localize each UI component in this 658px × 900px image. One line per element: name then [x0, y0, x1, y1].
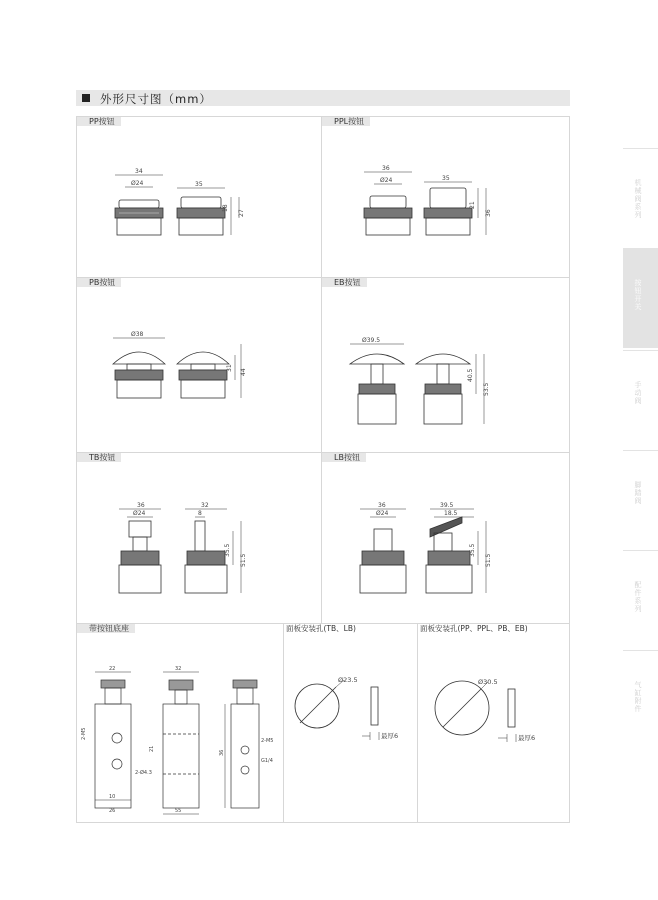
dim-tb-width: 36 [137, 502, 145, 509]
dim-tb-lever: 8 [198, 510, 202, 517]
dim-ppl-width-side: 35 [442, 175, 450, 182]
pb-button-drawing [77, 278, 323, 454]
dim-base-width-mid: 32 [175, 666, 182, 672]
side-tab-label: 按钮开关 [634, 279, 642, 311]
dim-base-bottom-a: 10 [109, 794, 116, 800]
dim-pp-height: 27 [238, 209, 245, 217]
dim-base-width-top: 22 [109, 666, 116, 672]
dim-base-holes: 2-Ø4.3 [135, 770, 152, 776]
panel-ppl [321, 116, 570, 278]
panel-lb [321, 452, 570, 624]
dim-base-thread: 2-M5 [81, 727, 87, 740]
panel-label: 面板安装孔(TB、LB) [286, 624, 356, 633]
dim-tb-height-short: 35.5 [224, 543, 231, 557]
dim-base-port: G1/4 [261, 758, 273, 764]
side-tab-2[interactable] [623, 248, 658, 348]
panel-pp [76, 116, 322, 278]
dim-ppl-height-short: 21 [469, 201, 476, 209]
side-tab-label: 脚踏阀 [634, 481, 642, 505]
panel-label: EB按钮 [322, 278, 367, 287]
bullet-square-icon [82, 94, 90, 102]
dim-hole-pp: Ø30.5 [478, 678, 498, 686]
section-header [76, 90, 570, 106]
dim-pp-width-side: 35 [195, 181, 203, 188]
side-tab-label: 手动阀 [634, 381, 642, 405]
dim-ppl-height: 36 [485, 209, 492, 217]
side-tab-label: 气缸附件 [634, 681, 642, 713]
pp-button-drawing [77, 117, 323, 279]
panel-eb [321, 277, 570, 453]
panel-label: PPL按钮 [322, 117, 370, 126]
note-hole-pp: 最厚6 [518, 734, 536, 742]
panel-pb [76, 277, 322, 453]
side-tab-label: 配件系列 [634, 581, 642, 613]
panel-base [76, 623, 284, 823]
panel-label: 带按钮底座 [77, 624, 135, 633]
section-title: 外形尺寸图（mm） [100, 92, 212, 106]
dim-pb-dia: Ø38 [131, 331, 144, 338]
panel-hole-pp [417, 623, 570, 823]
panel-label: LB按钮 [322, 453, 366, 462]
dim-base-depth: 55 [175, 808, 182, 814]
dim-lb-height: 51.5 [485, 553, 492, 567]
side-tab-label: 机械阀系列 [634, 179, 642, 219]
dim-pp-dia: Ø24 [131, 180, 144, 187]
note-hole-tb-lb: 最厚6 [381, 732, 399, 740]
dim-lb-width: 36 [378, 502, 386, 509]
dim-tb-width-side: 32 [201, 502, 209, 509]
dim-lb-height-short: 35.5 [469, 543, 476, 557]
dim-pp-height-short: 18 [222, 204, 229, 212]
tb-button-drawing [77, 453, 323, 625]
dim-ppl-width: 36 [382, 165, 390, 172]
dim-pb-height: 44 [240, 368, 247, 376]
dim-lb-dia: Ø24 [376, 510, 389, 517]
dim-pp-width: 34 [135, 168, 143, 175]
dim-base-height: 36 [219, 749, 225, 756]
dim-eb-height: 53.5 [483, 382, 490, 396]
dim-hole-tb-lb: Ø23.5 [338, 676, 358, 684]
dim-lb-lever: 18.5 [444, 510, 458, 517]
panel-label: 面板安装孔(PP、PPL、PB、EB) [420, 624, 528, 633]
panel-label: PP按钮 [77, 117, 121, 126]
dim-base-bottom-b: 26 [109, 808, 116, 814]
dim-eb-height-short: 40.5 [467, 368, 474, 382]
panel-label: TB按钮 [77, 453, 121, 462]
dim-base-port-thread: 2-M5 [261, 738, 274, 744]
panel-hole-tb-lb [283, 623, 418, 823]
dim-ppl-dia: Ø24 [380, 177, 393, 184]
panel-tb [76, 452, 322, 624]
dim-tb-dia: Ø24 [133, 510, 146, 517]
dim-base-height-short: 21 [149, 745, 155, 752]
panel-label: PB按钮 [77, 278, 121, 287]
side-tab-4[interactable] [623, 450, 658, 550]
lb-button-drawing [322, 453, 571, 625]
panel-hole-tb-lb-drawing [284, 624, 419, 824]
base-drawing [77, 624, 285, 824]
dim-eb-dia: Ø39.5 [362, 337, 381, 344]
side-tab-5[interactable] [623, 550, 658, 650]
panel-hole-pp-drawing [418, 624, 571, 824]
side-tab-6[interactable] [623, 650, 658, 750]
side-tab-1[interactable] [623, 148, 658, 248]
dim-tb-height: 51.5 [240, 553, 247, 567]
dim-lb-width-side: 39.5 [440, 502, 454, 509]
side-tab-3[interactable] [623, 350, 658, 450]
eb-button-drawing [322, 278, 571, 454]
ppl-button-drawing [322, 117, 571, 279]
dim-pb-height-short: 31 [226, 364, 233, 372]
